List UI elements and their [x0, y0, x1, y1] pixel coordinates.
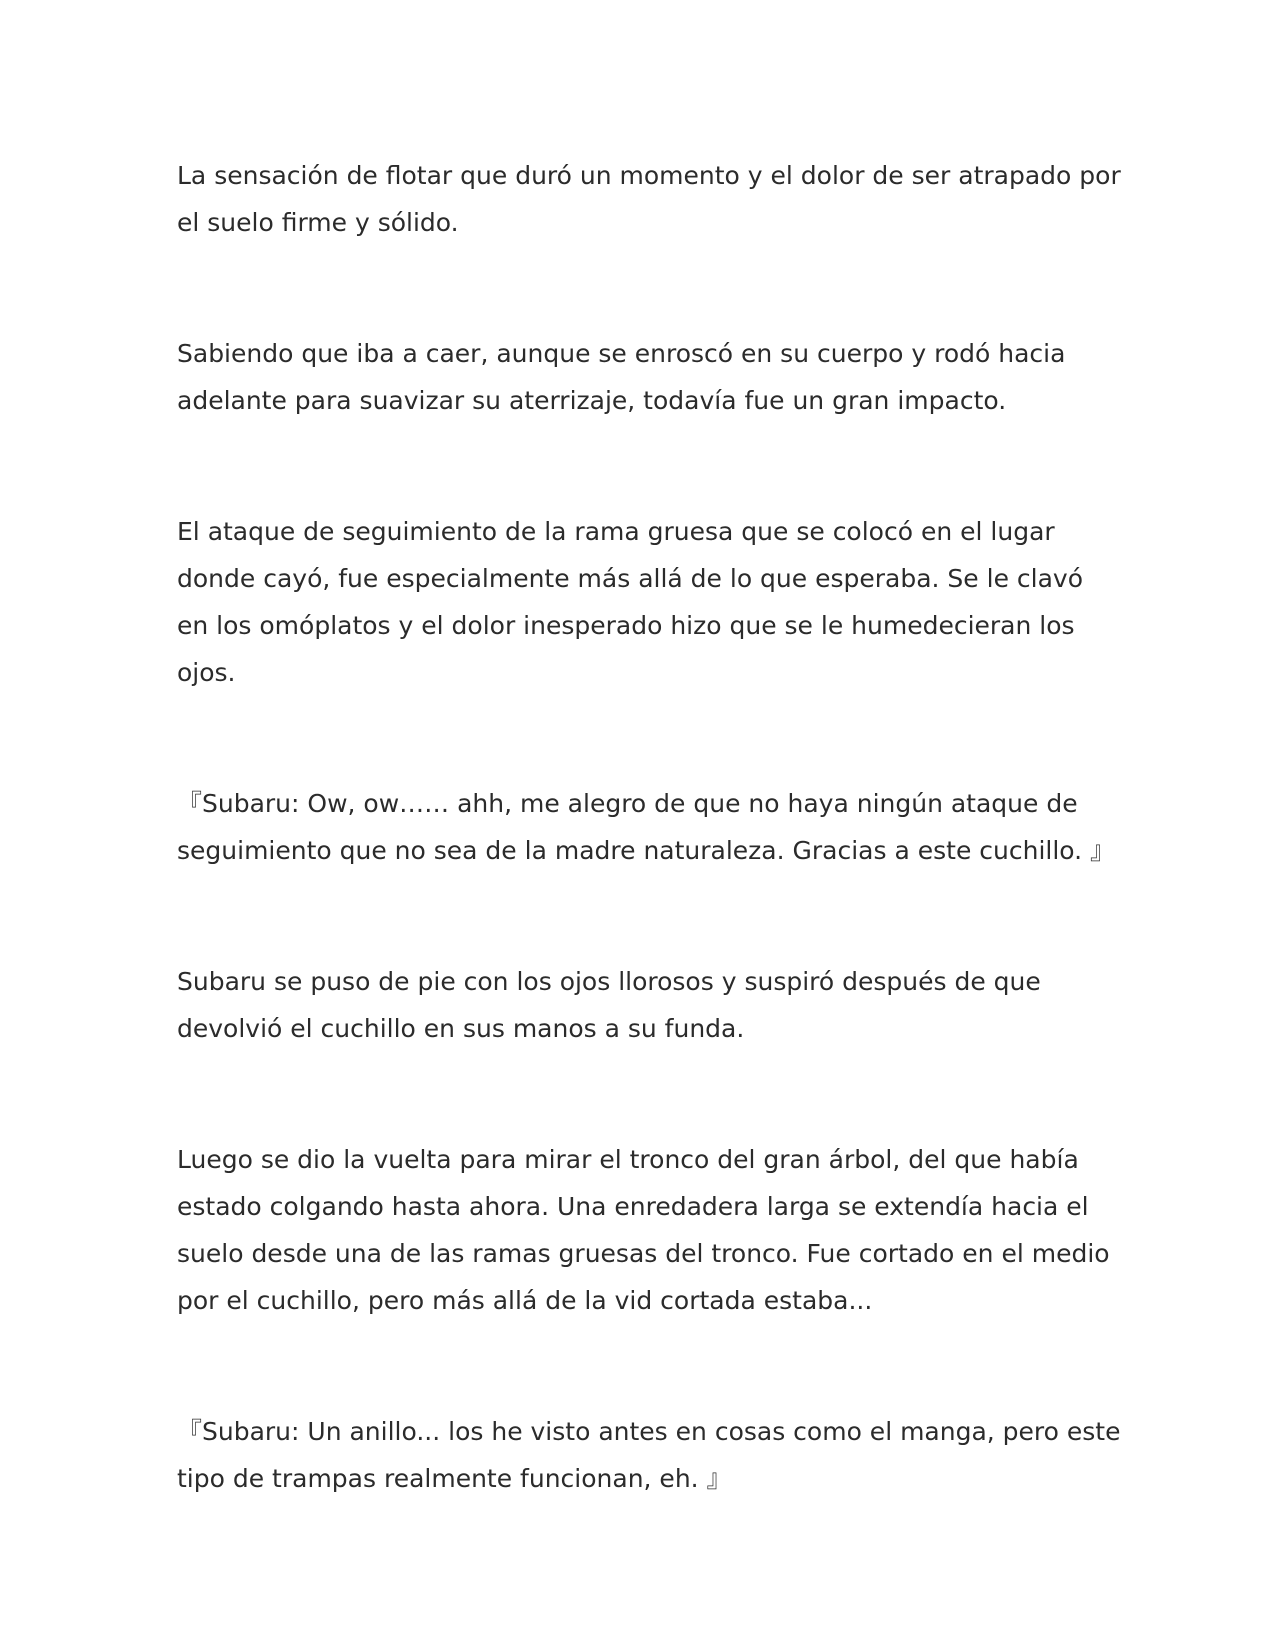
paragraph-5: Subaru se puso de pie con los ojos llorosos y suspiró después de que devolvió el cuchillo en sus manos a su funda.: [177, 967, 1041, 1043]
paragraph-3: El ataque de seguimiento de la rama gruesa que se colocó en el lugar donde cayó, fue especialmente más allá de lo que esperaba. Se le clavó en los omóplatos y el dolor inesperado hizo que se le humedecieran los ojos.: [177, 517, 1084, 687]
paragraph-4-dialogue: 『Subaru: Ow, ow…… ahh, me alegro de que no haya ningún ataque de seguimiento que no sea de la madre naturaleza. Gracias a este cuchillo. 』: [177, 789, 1116, 865]
paragraph-7-dialogue: 『Subaru: Un anillo... los he visto antes en cosas como el manga, pero este tipo de trampas realmente funcionan, eh. 』: [177, 1417, 1121, 1493]
document-body: [177, 152, 1122, 1502]
paragraph-1: La sensación de flotar que duró un momento y el dolor de ser atrapado por el suelo firme y sólido.: [177, 161, 1121, 237]
paragraph-2: Sabiendo que iba a caer, aunque se enroscó en su cuerpo y rodó hacia adelante para suavizar su aterrizaje, todavía fue un gran impacto.: [177, 339, 1066, 415]
paragraph-6: Luego se dio la vuelta para mirar el tronco del gran árbol, del que había estado colgando hasta ahora. Una enredadera larga se extendía hacia el suelo desde una de las ramas gruesas del tronco. Fue cortado en el medio por el cuchillo, pero más allá de la vid cortada estaba...: [177, 1145, 1110, 1315]
